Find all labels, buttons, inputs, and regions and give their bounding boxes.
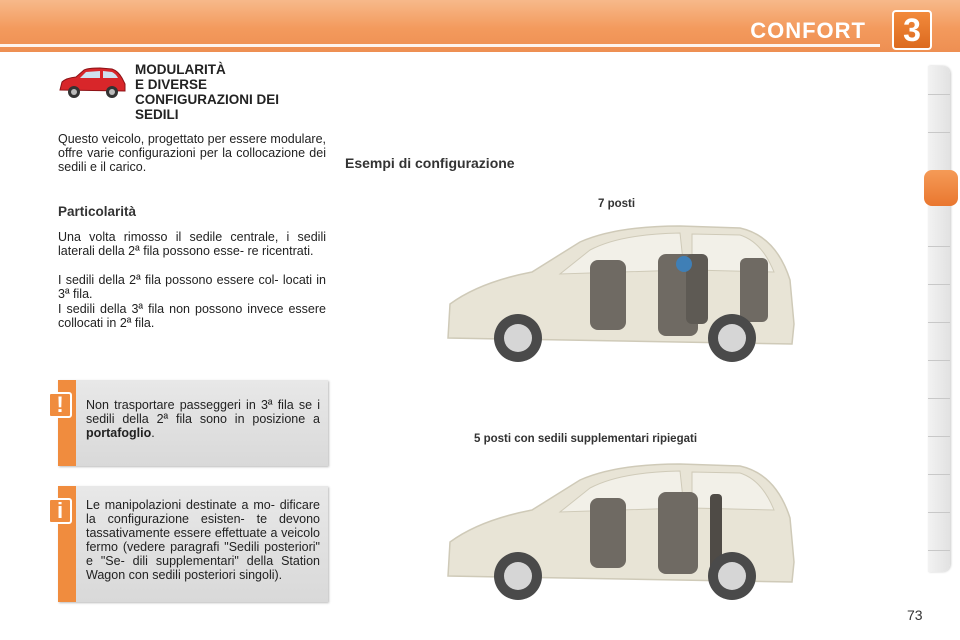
warning-icon: ! <box>48 392 72 418</box>
tab-divider <box>928 550 950 551</box>
warning-text-end: . <box>151 426 155 440</box>
warning-text <box>86 398 320 440</box>
info-icon: i <box>48 498 72 524</box>
tab-divider <box>928 360 950 361</box>
section-title <box>135 62 335 122</box>
caption-7-seats: 7 posti <box>598 198 636 210</box>
particolarita-heading: Particolarità <box>58 204 137 219</box>
particolarita-paragraph: I sedili della 3ª fila non possono invece essere collocati in 2ª fila. <box>58 302 326 330</box>
examples-heading: Esempi di configurazione <box>345 155 515 171</box>
warning-note <box>58 380 328 466</box>
chapter-title: CONFORT <box>750 18 866 43</box>
tab-divider <box>928 512 950 513</box>
header-band <box>0 0 960 52</box>
chapter-tabs-strip <box>928 66 950 572</box>
caption-5-seats: 5 posti con sedili supplementari ripiegati <box>474 433 698 445</box>
car-icon <box>56 64 128 100</box>
car-7-seats-figure <box>440 220 800 380</box>
header-divider <box>0 44 880 47</box>
section-title-line: SEDILI <box>135 107 179 122</box>
tab-divider <box>928 94 950 95</box>
info-text: Le manipolazioni destinate a mo- dificare la configurazione esisten- te devono tassativamente essere effettuate a veicolo fermo (vedere paragrafi "Sedili posteriori" e "Se- dili supplementari" della Station Wagon con sedili posteriori singoli). <box>86 498 320 582</box>
info-note <box>58 486 328 602</box>
section-title-line: MODULARITÀ <box>135 62 226 77</box>
particolarita-paragraph: Una volta rimosso il sedile centrale, i sedili laterali della 2ª fila possono esse- re ricentrati. <box>58 230 326 258</box>
warning-text-part: Non trasportare passeggeri in 3ª fila se i sedili della 2ª fila sono in posizione a <box>86 398 320 426</box>
tab-divider <box>928 474 950 475</box>
intro-paragraph: Questo veicolo, progettato per essere modulare, offre varie configurazioni per la collocazione dei sedili e il carico. <box>58 132 326 174</box>
tab-divider <box>928 284 950 285</box>
active-chapter-tab <box>924 170 958 206</box>
section-title-line: CONFIGURAZIONI DEI <box>135 92 279 107</box>
tab-divider <box>928 398 950 399</box>
chapter-number-badge: 3 <box>892 10 932 50</box>
page-number: 73 <box>907 607 923 623</box>
tab-divider <box>928 132 950 133</box>
car-5-seats-figure <box>440 458 800 618</box>
tab-divider <box>928 436 950 437</box>
tab-divider <box>928 246 950 247</box>
tab-divider <box>928 322 950 323</box>
warning-text-bold: portafoglio <box>86 426 152 440</box>
section-title-line: E DIVERSE <box>135 77 208 92</box>
particolarita-paragraph: I sedili della 2ª fila possono essere col- locati in 3ª fila. <box>58 273 326 301</box>
